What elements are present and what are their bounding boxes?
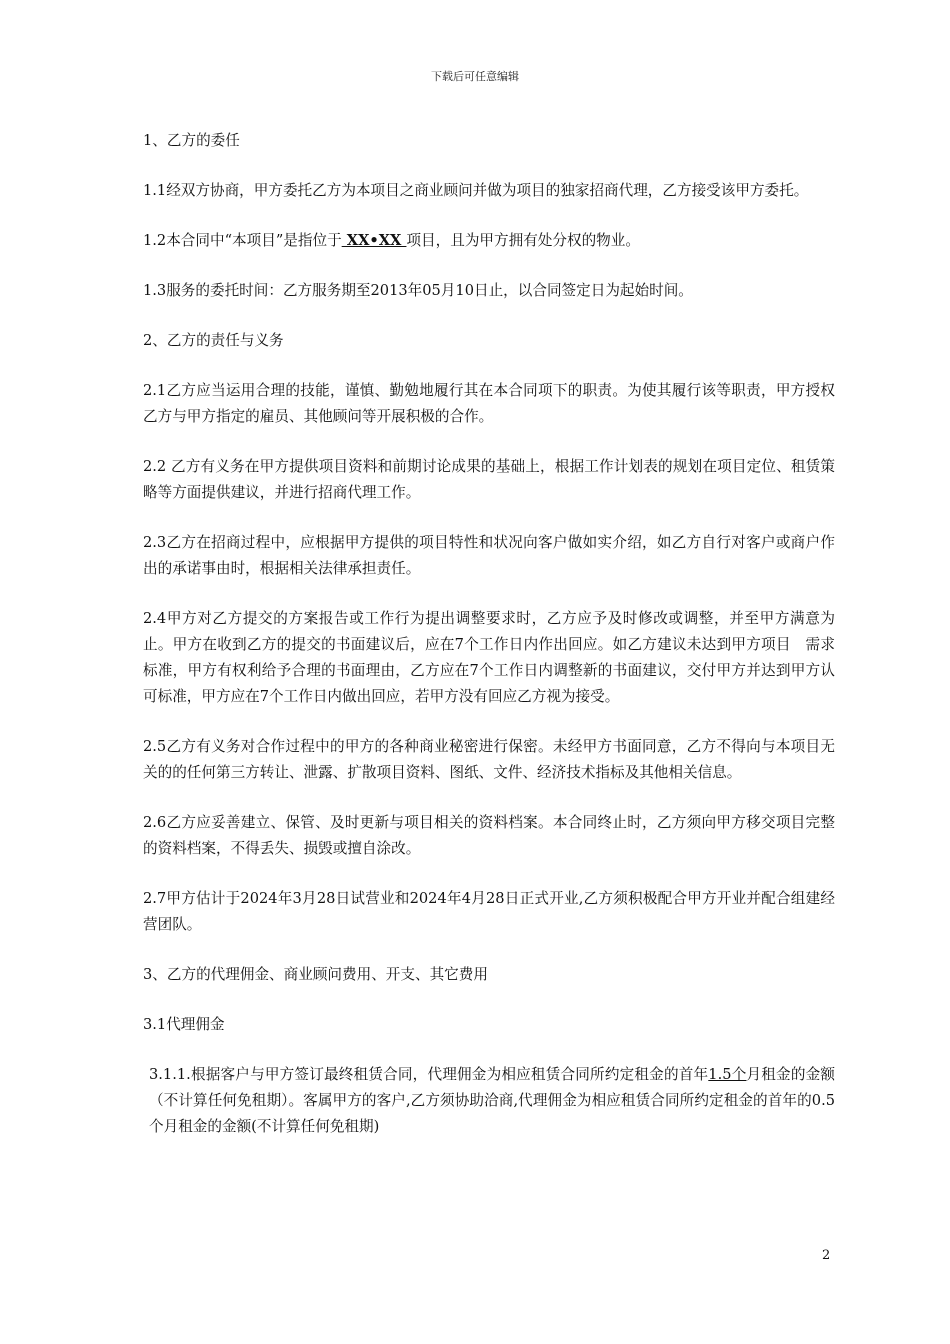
page-number: 2 — [822, 1248, 831, 1263]
clause-1-1: 1.1经双方协商，甲方委托乙方为本项目之商业顾问并做为项目的独家招商代理，乙方接受该甲方委托。 — [143, 182, 809, 199]
clause-1-2 — [143, 228, 835, 254]
clause-2-7: 2.7甲方估计于2024年3月28日试营业和2024年4月28日正式开业,乙方须积极配合甲方开业并配合组建经营团队。 — [143, 890, 835, 933]
commission-months: 1.5个 — [708, 1066, 747, 1083]
clause-2-2: 2.2 乙方有义务在甲方提供项目资料和前期讨论成果的基础上，根据工作计划表的规划在项目定位、租赁策略等方面提供建议，并进行招商代理工作。 — [143, 458, 835, 501]
clause-1-2-prefix: 1.2本合同中“本项目”是指位于 — [143, 232, 342, 249]
clause-3-1-title: 3.1代理佣金 — [143, 1016, 225, 1033]
clause-1-2-suffix: 项目，且为甲方拥有处分权的物业。 — [406, 232, 640, 249]
clause-3-1-1-suffix: 月租金的金额（不计算任何免租期）。客属甲方的客户,乙方须协助洽商,代理佣金为相应租赁合同所约定租金的首年的0.5个月租金的金额(不计算任何免租期) — [149, 1066, 835, 1135]
clause-2-6: 2.6乙方应妥善建立、保管、及时更新与项目相关的资料档案。本合同终止时，乙方须向甲方移交项目完整的资料档案，不得丢失、损毁或擅自涂改。 — [143, 814, 835, 857]
project-location: XX•XX — [341, 232, 407, 249]
clause-3-1-1 — [143, 1062, 835, 1140]
clause-2-1: 2.1乙方应当运用合理的技能，谨慎、勤勉地履行其在本合同项下的职责。为使其履行该等职责，甲方授权乙方与甲方指定的雇员、其他顾问等开展积极的合作。 — [143, 382, 835, 425]
section-2-title: 2、乙方的责任与义务 — [143, 332, 284, 349]
clause-3-1-1-prefix: 3.1.1.根据客户与甲方签订最终租赁合同，代理佣金为相应租赁合同所约定租金的首年 — [149, 1066, 709, 1083]
clause-2-3: 2.3乙方在招商过程中，应根据甲方提供的项目特性和状况向客户做如实介绍，如乙方自行对客户或商户作出的承诺事由时，根据相关法律承担责任。 — [143, 534, 835, 577]
section-3-title: 3、乙方的代理佣金、商业顾问费用、开支、其它费用 — [143, 966, 488, 983]
clause-2-4: 2.4甲方对乙方提交的方案报告或工作行为提出调整要求时，乙方应予及时修改或调整，并至甲方满意为止。甲方在收到乙方的提交的书面建议后，应在7个工作日内作出回应。如乙方建议未达到甲方项目 需求标准，甲方有权利给予合理的书面理由，乙方应在7个工作日内调整新的书面建议，交付甲方并达到甲方认可标准，甲方应在7个工作日内做出回应，若甲方没有回应乙方视为接受。 — [143, 610, 835, 705]
document-body — [143, 128, 835, 1164]
clause-1-3: 1.3服务的委托时间：乙方服务期至2013年05月10日止，以合同签定日为起始时间。 — [143, 282, 693, 299]
clause-2-5: 2.5乙方有义务对合作过程中的甲方的各种商业秘密进行保密。未经甲方书面同意，乙方不得向与本项目无关的的任何第三方转让、泄露、扩散项目资料、图纸、文件、经济技术指标及其他相关信息。 — [143, 738, 835, 781]
section-1-title: 1、乙方的委任 — [143, 132, 240, 149]
page-header: 下载后可任意编辑 — [431, 70, 519, 83]
